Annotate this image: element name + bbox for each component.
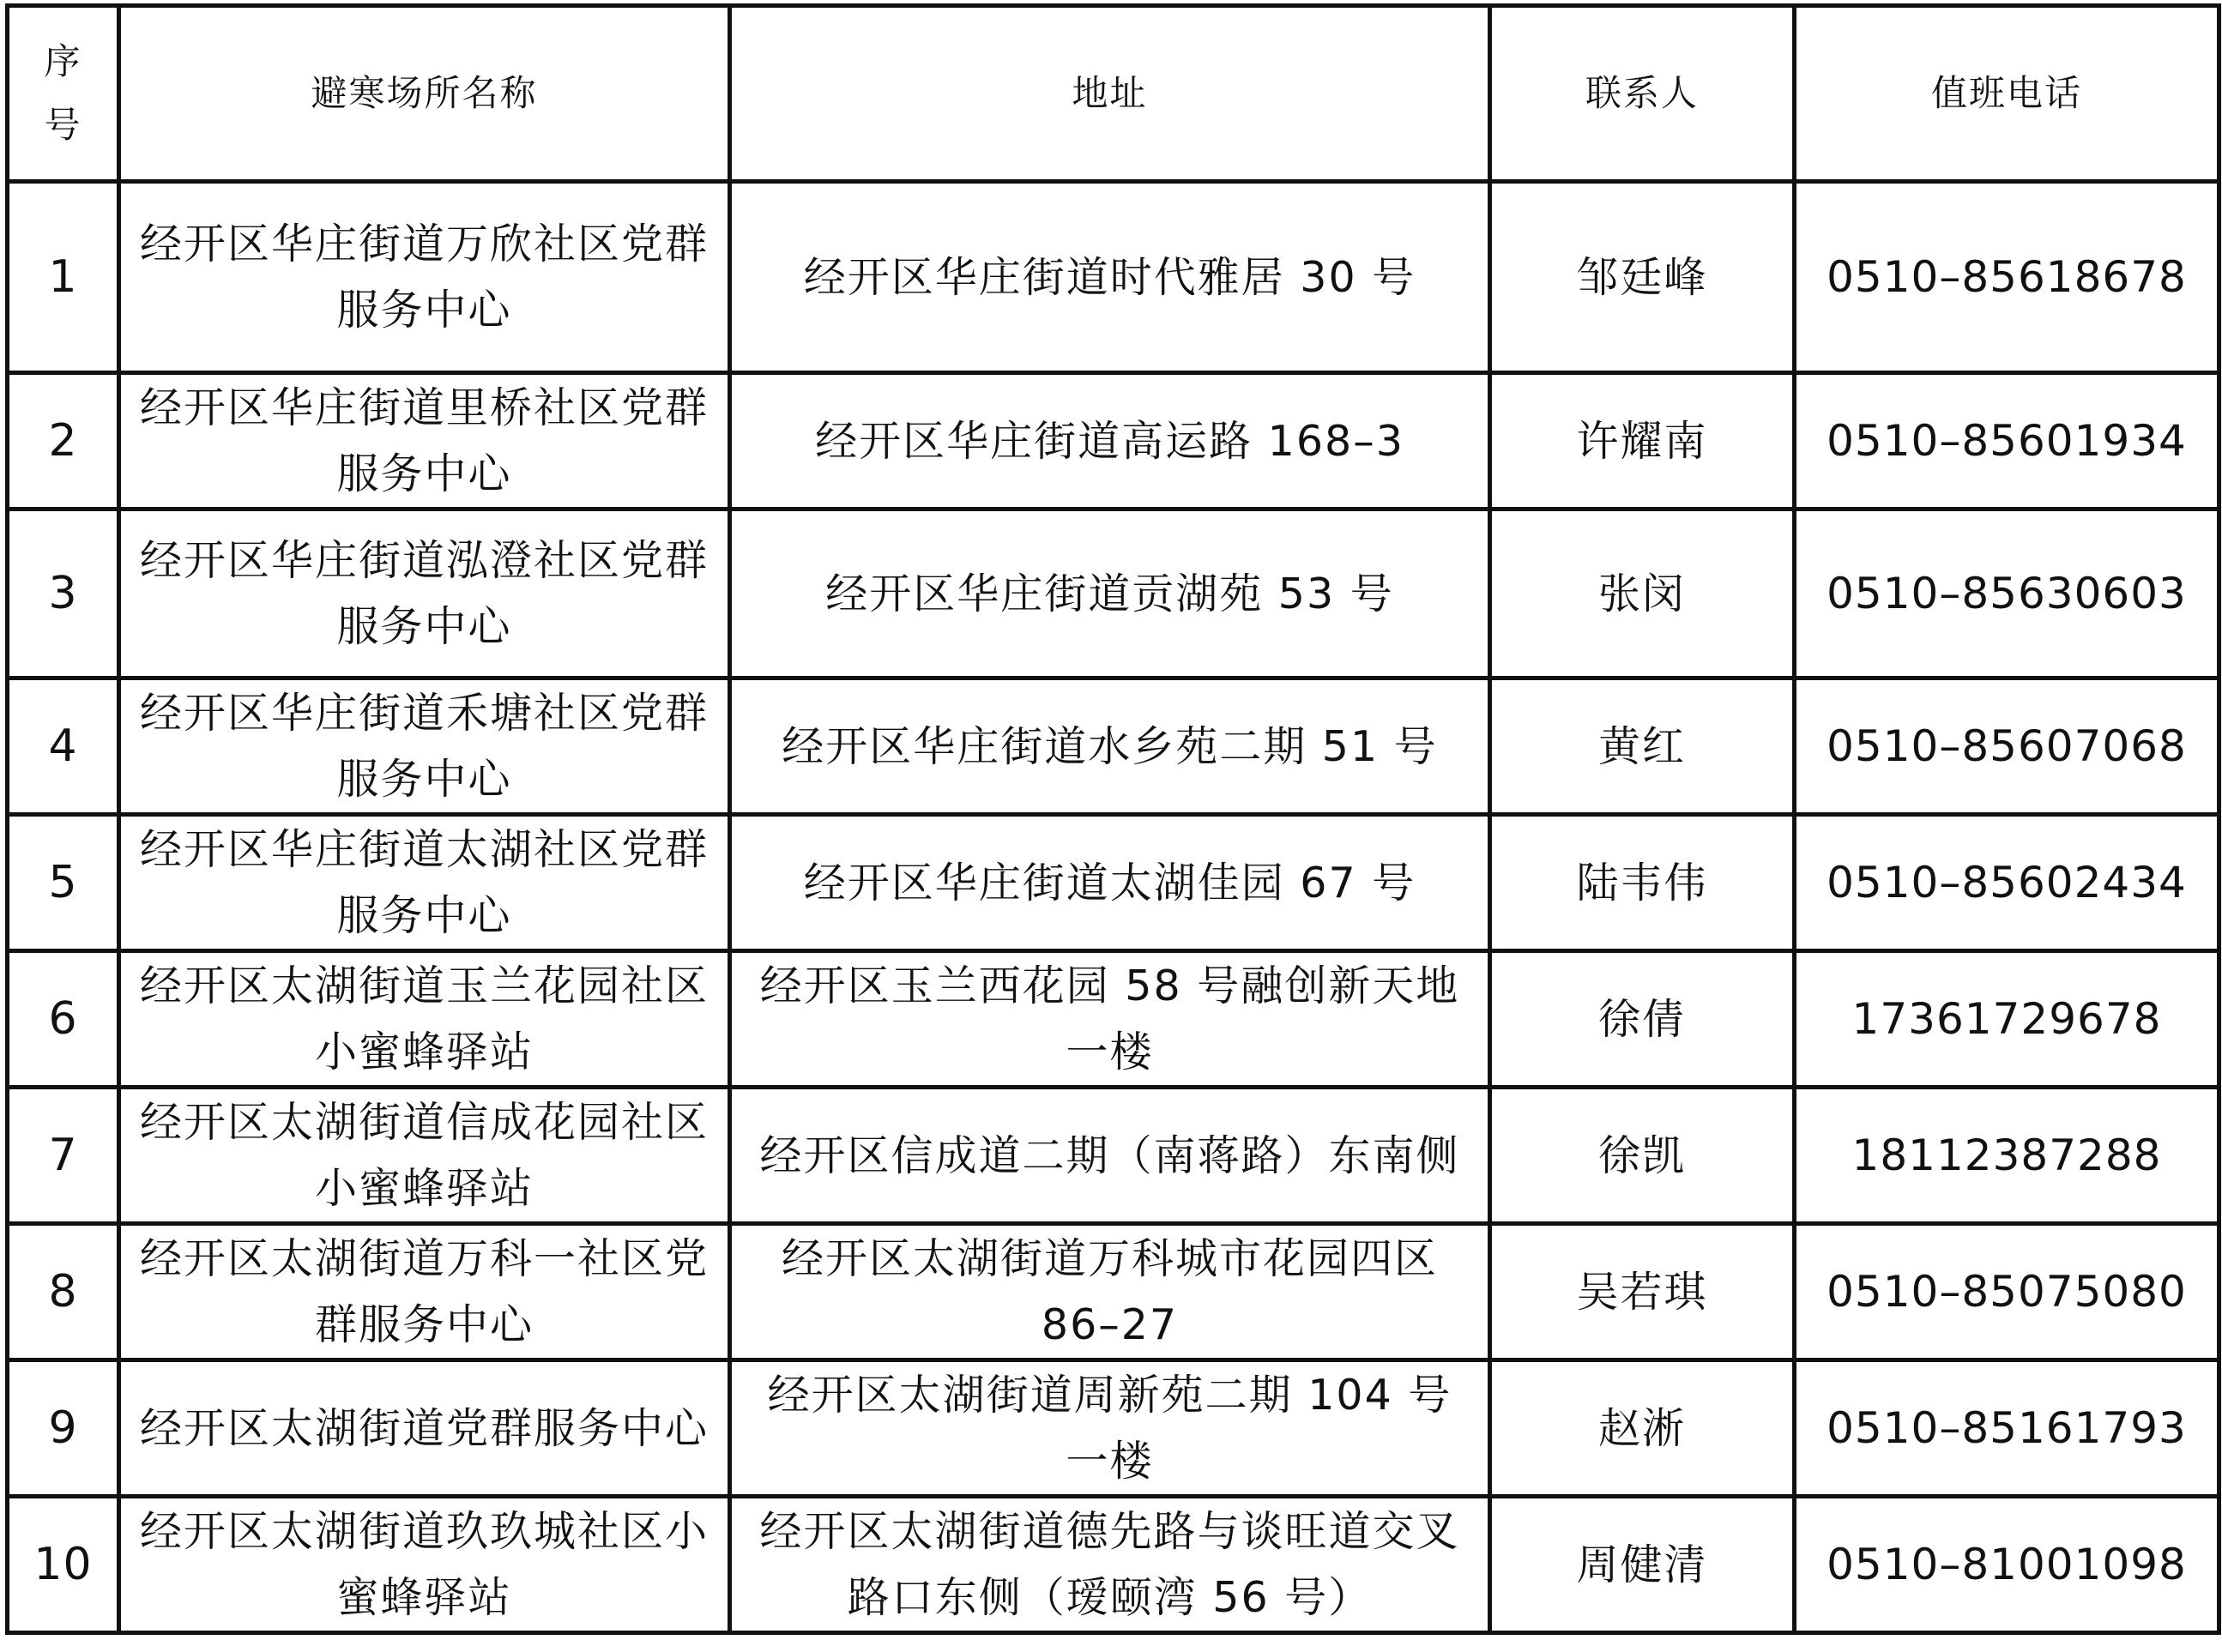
- cell-address: 经开区玉兰西花园 58 号融创新天地一楼: [730, 951, 1490, 1088]
- table-row: [8, 509, 2219, 678]
- header-duty-phone: 值班电话: [1795, 6, 2219, 182]
- cell-address: 经开区华庄街道贡湖苑 53 号: [730, 509, 1490, 678]
- cell-shelter-name: 经开区华庄街道万欣社区党群服务中心: [119, 182, 730, 373]
- cell-duty-phone: 18112387288: [1795, 1088, 2219, 1224]
- shelter-table: [5, 3, 2221, 1635]
- header-contact-person: 联系人: [1490, 6, 1795, 182]
- cell-shelter-name: 经开区华庄街道禾塘社区党群服务中心: [119, 678, 730, 815]
- cell-shelter-name: 经开区太湖街道党群服务中心: [119, 1360, 730, 1497]
- cell-address: 经开区太湖街道德先路与谈旺道交叉路口东侧（瑷颐湾 56 号）: [730, 1497, 1490, 1633]
- cell-shelter-name: 经开区华庄街道泓澄社区党群服务中心: [119, 509, 730, 678]
- cell-contact-person: 许耀南: [1490, 373, 1795, 509]
- cell-duty-phone: 0510–85607068: [1795, 678, 2219, 815]
- cell-serial-number: 8: [8, 1224, 119, 1360]
- cell-duty-phone: 17361729678: [1795, 951, 2219, 1088]
- cell-shelter-name: 经开区太湖街道玖玖城社区小蜜蜂驿站: [119, 1497, 730, 1633]
- header-serial-number: 序号: [8, 6, 119, 182]
- cell-contact-person: 吴若琪: [1490, 1224, 1795, 1360]
- cell-serial-number: 10: [8, 1497, 119, 1633]
- cell-duty-phone: 0510–85618678: [1795, 182, 2219, 373]
- cell-shelter-name: 经开区华庄街道里桥社区党群服务中心: [119, 373, 730, 509]
- cell-contact-person: 黄红: [1490, 678, 1795, 815]
- header-shelter-name: 避寒场所名称: [119, 6, 730, 182]
- table-row: [8, 815, 2219, 951]
- cell-duty-phone: 0510–85630603: [1795, 509, 2219, 678]
- cell-serial-number: 4: [8, 678, 119, 815]
- cell-duty-phone: 0510–85161793: [1795, 1360, 2219, 1497]
- cell-serial-number: 2: [8, 373, 119, 509]
- cell-address: 经开区华庄街道高运路 168–3: [730, 373, 1490, 509]
- cell-address: 经开区华庄街道时代雅居 30 号: [730, 182, 1490, 373]
- table-row: [8, 1360, 2219, 1497]
- cell-shelter-name: 经开区太湖街道玉兰花园社区小蜜蜂驿站: [119, 951, 730, 1088]
- cell-contact-person: 陆韦伟: [1490, 815, 1795, 951]
- cell-serial-number: 5: [8, 815, 119, 951]
- cell-contact-person: 赵淅: [1490, 1360, 1795, 1497]
- cell-serial-number: 3: [8, 509, 119, 678]
- cell-address: 经开区太湖街道周新苑二期 104 号一楼: [730, 1360, 1490, 1497]
- cell-address: 经开区太湖街道万科城市花园四区 86–27: [730, 1224, 1490, 1360]
- cell-contact-person: 邹廷峰: [1490, 182, 1795, 373]
- cell-serial-number: 1: [8, 182, 119, 373]
- cell-duty-phone: 0510–85602434: [1795, 815, 2219, 951]
- cell-contact-person: 张闵: [1490, 509, 1795, 678]
- header-address: 地址: [730, 6, 1490, 182]
- cell-contact-person: 徐倩: [1490, 951, 1795, 1088]
- cell-shelter-name: 经开区华庄街道太湖社区党群服务中心: [119, 815, 730, 951]
- cell-duty-phone: 0510–85601934: [1795, 373, 2219, 509]
- cell-contact-person: 徐凯: [1490, 1088, 1795, 1224]
- table-row: [8, 678, 2219, 815]
- table-row: [8, 1088, 2219, 1224]
- cell-serial-number: 7: [8, 1088, 119, 1224]
- cell-shelter-name: 经开区太湖街道信成花园社区小蜜蜂驿站: [119, 1088, 730, 1224]
- table-row: [8, 373, 2219, 509]
- cell-serial-number: 6: [8, 951, 119, 1088]
- table-row: [8, 182, 2219, 373]
- cell-address: 经开区华庄街道水乡苑二期 51 号: [730, 678, 1490, 815]
- cell-duty-phone: 0510–85075080: [1795, 1224, 2219, 1360]
- table-row: [8, 951, 2219, 1088]
- cell-address: 经开区信成道二期（南蒋路）东南侧: [730, 1088, 1490, 1224]
- cell-address: 经开区华庄街道太湖佳园 67 号: [730, 815, 1490, 951]
- cell-duty-phone: 0510–81001098: [1795, 1497, 2219, 1633]
- cell-shelter-name: 经开区太湖街道万科一社区党群服务中心: [119, 1224, 730, 1360]
- header-row: [8, 6, 2219, 182]
- table-row: [8, 1497, 2219, 1633]
- cell-contact-person: 周健清: [1490, 1497, 1795, 1633]
- table-row: [8, 1224, 2219, 1360]
- cell-serial-number: 9: [8, 1360, 119, 1497]
